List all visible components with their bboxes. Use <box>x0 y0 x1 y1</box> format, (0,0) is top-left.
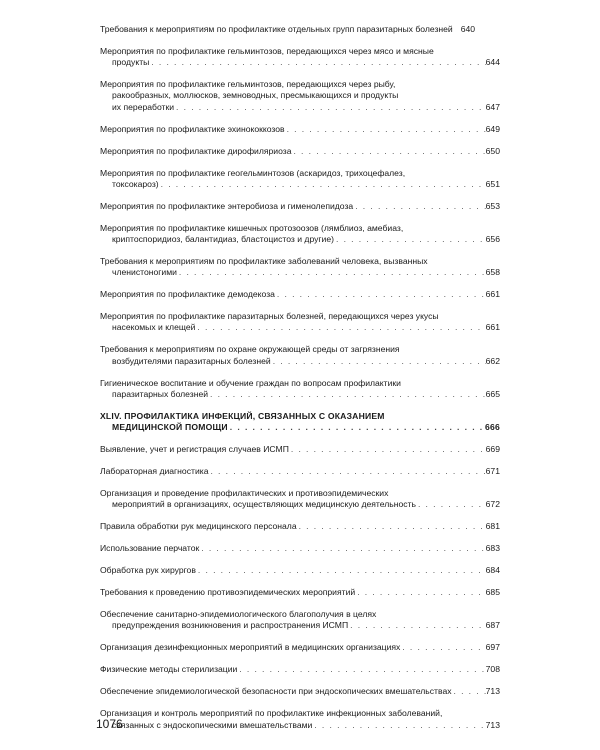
dot-leader <box>159 179 486 190</box>
toc-entry-last-line <box>100 234 500 245</box>
toc-entry-page-number: 713 <box>485 719 500 730</box>
toc-entry <box>100 664 500 675</box>
toc-entry <box>100 521 500 532</box>
toc-entry <box>100 344 500 366</box>
table-of-contents <box>100 24 500 742</box>
toc-entry <box>100 289 500 300</box>
toc-entry <box>100 587 500 598</box>
toc-entry-title-line: токсокароз) <box>112 178 159 189</box>
toc-entry-title-line: Мероприятия по профилактике демодекоза <box>100 289 275 300</box>
toc-entry-title-line: возбудителями паразитарных болезней <box>112 355 271 366</box>
toc-entry-page-number: 665 <box>485 388 500 399</box>
toc-entry-page-number: 683 <box>485 543 500 554</box>
toc-entry-title-line: Физические методы стерилизации <box>100 664 238 675</box>
page-number: 1076 <box>96 717 123 731</box>
toc-entry <box>100 378 500 400</box>
toc-entry-last-line <box>100 720 500 731</box>
toc-entry-title-line: Обработка рук хирургов <box>100 565 196 576</box>
dot-leader <box>452 686 486 697</box>
toc-entry <box>100 124 500 135</box>
toc-entry-last-line <box>100 124 500 135</box>
dot-leader <box>353 201 485 212</box>
dot-leader <box>208 466 485 477</box>
toc-entry-page-number: 649 <box>485 123 500 134</box>
toc-entry-last-line <box>100 587 500 598</box>
dot-leader <box>400 642 485 653</box>
dot-leader <box>334 234 486 245</box>
toc-entry <box>100 565 500 576</box>
toc-entry <box>100 466 500 477</box>
dot-leader <box>195 322 485 333</box>
toc-entry-title-line: связанных с эндоскопическими вмешательствами <box>112 719 313 730</box>
toc-entry <box>100 488 500 510</box>
toc-entry-title-line: Мероприятия по профилактике эхинококкозов <box>100 123 285 134</box>
toc-entry-last-line <box>100 466 500 477</box>
toc-entry-title-line: Гигиеническое воспитание и обучение граждан по вопросам профилактики <box>100 377 401 388</box>
toc-entry-page-number: 651 <box>485 178 500 189</box>
toc-entry <box>100 708 500 730</box>
toc-entry-last-line <box>100 642 500 653</box>
dot-leader <box>289 444 486 455</box>
toc-entry-page-number: 687 <box>485 620 500 631</box>
toc-entry-title-line: насекомых и клещей <box>112 322 196 333</box>
toc-entry-page-number: 684 <box>485 565 500 576</box>
toc-entry <box>100 444 500 455</box>
dot-leader <box>237 664 485 675</box>
toc-entry-title-line: Мероприятия по профилактике гельминтозов, передающихся через мясо и мясные <box>100 46 434 56</box>
dot-leader <box>275 289 486 300</box>
dot-leader <box>271 356 486 367</box>
dot-leader <box>177 267 486 278</box>
toc-entry-title-line: их переработки <box>112 101 175 112</box>
toc-entry-last-line <box>100 102 500 113</box>
toc-entry-page-number: 713 <box>485 686 500 697</box>
dot-leader <box>355 587 485 598</box>
toc-entry-title-line: Использование перчаток <box>100 543 200 554</box>
toc-entry-page-number: 650 <box>485 145 500 156</box>
toc-entry-title-line: Мероприятия по профилактике геогельминтозов (аскаридоз, трихоцефалез, <box>100 167 406 178</box>
toc-entry-last-line <box>100 267 500 278</box>
toc-entry <box>100 24 500 35</box>
toc-entry-title-line: Мероприятия по профилактике гельминтозов, передающихся через рыбу, <box>100 79 396 90</box>
toc-entry-page-number: 647 <box>485 101 500 112</box>
toc-entry-title-line: Требования к мероприятиям по профилактике заболеваний человека, вызванных <box>100 256 428 267</box>
dot-leader <box>348 620 486 631</box>
toc-entry-last-line <box>100 521 500 532</box>
toc-entry-page-number: 672 <box>485 499 500 510</box>
toc-entry-last-line <box>100 57 500 68</box>
dot-leader <box>174 102 486 113</box>
dot-leader <box>196 565 486 576</box>
toc-entry-last-line <box>100 179 500 190</box>
toc-entry <box>100 256 500 278</box>
toc-entry-last-line <box>100 201 500 212</box>
toc-entry-title-line: Организация и проведение профилактических и противоэпидемических <box>100 488 389 499</box>
toc-entry-title-line: Требования к мероприятиям по охране окружающей среды от загрязнения <box>100 344 400 355</box>
toc-entry-title-line: Требования к проведению противоэпидемических мероприятий <box>100 587 356 598</box>
toc-entry-title-line: ракообразных, моллюсков, земноводных, пресмыкающихся и продукты <box>112 90 399 101</box>
toc-entry <box>100 311 500 333</box>
dot-leader <box>208 389 486 400</box>
toc-entry-title-line: Мероприятия по профилактике энтеробиоза и гименолепидоза <box>100 200 354 211</box>
dot-leader <box>297 521 486 532</box>
toc-entry-last-line <box>100 444 500 455</box>
toc-entry <box>100 79 500 113</box>
toc-entry-page-number: 681 <box>485 521 500 532</box>
toc-entry-title-line: мероприятий в организациях, осуществляющих медицинскую деятельность <box>112 499 416 510</box>
toc-entry <box>100 46 500 68</box>
toc-entry-page-number: 658 <box>485 267 500 278</box>
toc-entry-title-line: Мероприятия по профилактике паразитарных болезней, передающихся через укусы <box>100 311 439 322</box>
toc-entry <box>100 168 500 190</box>
toc-entry-page-number: 656 <box>485 234 500 245</box>
toc-entry-last-line <box>100 422 500 433</box>
toc-entry <box>100 201 500 212</box>
toc-entry-title-line: МЕДИЦИНСКОЙ ПОМОЩИ <box>112 422 228 433</box>
toc-entry-page-number: 708 <box>485 664 500 675</box>
dot-leader <box>312 720 485 731</box>
toc-entry-title-line: Обеспечение санитарно-эпидемиологического благополучия в целях <box>100 609 377 620</box>
toc-entry-title-line: криптоспоридиоз, балантидиаз, бластоцистоз и другие) <box>112 234 335 245</box>
toc-entry-last-line <box>100 543 500 554</box>
toc-entry-last-line <box>100 389 500 400</box>
toc-entry-last-line <box>100 565 500 576</box>
toc-entry-title-line: Лабораторная диагностика <box>100 466 209 477</box>
toc-entry-page-number: 666 <box>485 422 500 433</box>
toc-entry-last-line <box>100 620 500 631</box>
dot-leader <box>416 499 486 510</box>
toc-entry-title-line: Организация дезинфекционных мероприятий в медицинских организациях <box>100 642 401 653</box>
toc-entry-title-line: Мероприятия по профилактике дирофиляриоза <box>100 145 292 156</box>
toc-entry-page-number: 685 <box>485 587 500 598</box>
toc-entry-title-line: Выявление, учет и регистрация случаев ИСМП <box>100 444 289 455</box>
toc-entry-page-number: 661 <box>485 289 500 300</box>
toc-entry-last-line <box>100 24 500 35</box>
dot-leader <box>291 146 485 157</box>
toc-entry-title-line: паразитарных болезней <box>112 388 209 399</box>
toc-entry <box>100 223 500 245</box>
toc-entry-last-line <box>100 664 500 675</box>
toc-entry-title-line: Мероприятия по профилактике кишечных протозоозов (лямблиоз, амебиаз, <box>100 222 404 233</box>
toc-entry-title-line: Организация и контроль мероприятий по профилактике инфекционных заболеваний, <box>100 708 443 719</box>
toc-entry-last-line <box>100 322 500 333</box>
toc-entry-last-line <box>100 499 500 510</box>
toc-entry-title-line: Обеспечение эпидемиологической безопасности при эндоскопических вмешательствах <box>100 686 452 697</box>
toc-entry-page-number: 661 <box>485 322 500 333</box>
toc-entry-title-line: предупреждения возникновения и распространения ИСМП <box>112 620 349 631</box>
toc-entry-page-number: 671 <box>485 466 500 477</box>
toc-entry-last-line <box>100 356 500 367</box>
toc-entry-page-number: 669 <box>485 444 500 455</box>
toc-entry <box>100 609 500 631</box>
toc-entry <box>100 146 500 157</box>
toc-entry <box>100 543 500 554</box>
toc-entry-page-number: 640 <box>460 24 476 34</box>
toc-section-heading <box>100 411 500 433</box>
toc-entry-title-line: Требования к мероприятиям по профилактике отдельных групп паразитарных болезней <box>100 24 453 34</box>
toc-entry-page-number: 662 <box>485 355 500 366</box>
toc-entry-page-number: 653 <box>485 200 500 211</box>
dot-leader <box>285 124 486 135</box>
toc-entry <box>100 642 500 653</box>
toc-entry-title-line: XLIV. ПРОФИЛАКТИКА ИНФЕКЦИЙ, СВЯЗАННЫХ С ОКАЗАНИЕМ <box>100 410 385 421</box>
toc-entry <box>100 686 500 697</box>
toc-entry-page-number: 697 <box>485 642 500 653</box>
toc-entry-page-number: 644 <box>485 57 500 68</box>
toc-entry-last-line <box>100 289 500 300</box>
toc-entry-last-line <box>100 146 500 157</box>
toc-entry-last-line <box>100 686 500 697</box>
toc-entry-title-line: членистоногими <box>112 267 177 278</box>
toc-entry-title-line: продукты <box>112 57 150 68</box>
dot-leader <box>199 543 485 554</box>
dot-leader <box>149 57 485 68</box>
dot-leader <box>228 422 485 433</box>
toc-entry-title-line: Правила обработки рук медицинского персонала <box>100 521 297 532</box>
